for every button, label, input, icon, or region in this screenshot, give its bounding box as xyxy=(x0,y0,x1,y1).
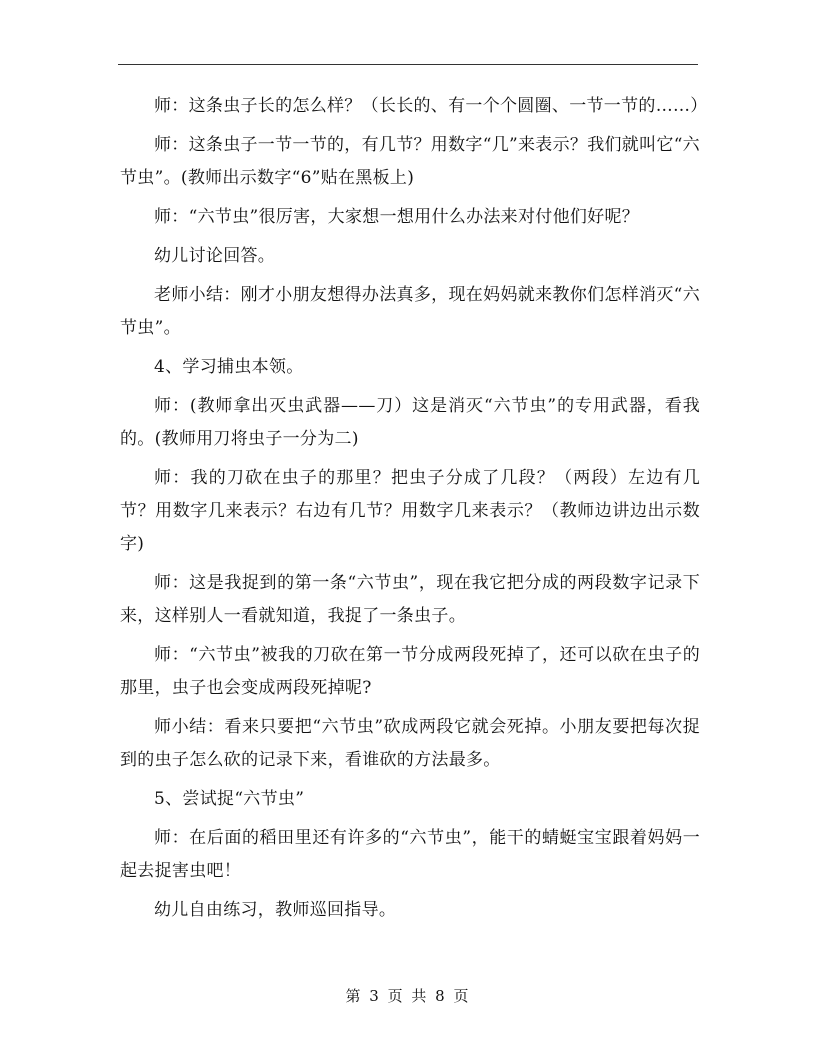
section-heading: 5、尝试捉“六节虫” xyxy=(154,789,305,809)
paragraph: 幼儿自由练习，教师巡回指导。 xyxy=(154,900,397,920)
paragraph: 师：“六节虫”很厉害，大家想一想用什么办法来对付他们好呢？ xyxy=(154,207,640,227)
paragraph: 师：这是我捉到的第一条“六节虫”，现在我它把分成的两段数字记录下来，这样别人一看就知道，我捉了一条虫子。 xyxy=(120,573,700,626)
paragraph: 老师小结：刚才小朋友想得办法真多，现在妈妈就来教你们怎样消灭“六节虫”。 xyxy=(120,285,700,338)
paragraph: 师：这条虫子长的怎么样？（长长的、有一个个圆圈、一节一节的……） xyxy=(154,96,708,116)
paragraph: 幼儿讨论回答。 xyxy=(154,246,276,266)
document-body xyxy=(120,90,708,933)
header-rule xyxy=(118,64,698,65)
page-number-footer: 第 3 页 共 8 页 xyxy=(345,987,471,1005)
paragraph: 师小结：看来只要把“六节虫”砍成两段它就会死掉。小朋友要把每次捉到的虫子怎么砍的记录下来，看谁砍的方法最多。 xyxy=(120,717,700,770)
paragraph: 师：(教师拿出灭虫武器——刀）这是消灭“六节虫”的专用武器，看我的。(教师用刀将虫子一分为二) xyxy=(120,396,700,449)
paragraph: 师：我的刀砍在虫子的那里？把虫子分成了几段？（两段）左边有几节？用数字几来表示？右边有几节？用数字几来表示？（教师边讲边出示数字) xyxy=(120,468,700,554)
paragraph: 师：这条虫子一节一节的，有几节？用数字“几”来表示？我们就叫它“六节虫”。(教师出示数字“6”贴在黑板上) xyxy=(120,135,700,188)
section-heading: 4、学习捕虫本领。 xyxy=(154,357,304,377)
paragraph: 师：“六节虫”被我的刀砍在第一节分成两段死掉了，还可以砍在虫子的那里，虫子也会变成两段死掉呢? xyxy=(120,645,700,698)
paragraph: 师：在后面的稻田里还有许多的“六节虫”，能干的蜻蜓宝宝跟着妈妈一起去捉害虫吧！ xyxy=(120,828,700,881)
